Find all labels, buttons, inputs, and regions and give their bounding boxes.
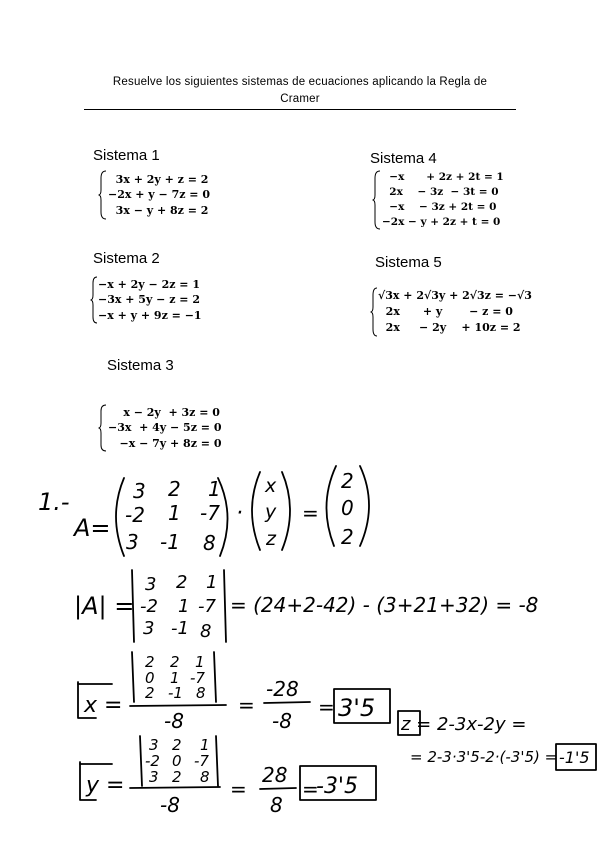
- equals-sign: =: [302, 501, 319, 525]
- det-cell: -2: [145, 752, 160, 770]
- system-1-title: Sistema 1: [93, 147, 160, 164]
- x-frac-num: -28: [266, 677, 299, 701]
- det-cell: -1: [168, 684, 183, 702]
- y-solution: [80, 736, 376, 817]
- det-cell: 0: [172, 752, 182, 770]
- det-bar-left: [132, 652, 134, 702]
- rhs-cell: 2: [341, 469, 354, 493]
- system-1-eq-1: 3x + 2y + z = 2: [108, 172, 209, 186]
- var-cell: y: [265, 501, 277, 523]
- system-5-eq-3: 2x − 2y + 10z = 2: [378, 321, 521, 334]
- y-frac-num: 28: [262, 763, 288, 787]
- left-paren-icon: [326, 466, 336, 546]
- det-cell: 3: [143, 618, 155, 639]
- z-line-1: z = 2-3x-2y =: [401, 714, 527, 735]
- right-paren-icon: [282, 472, 290, 550]
- system-2-eq-1: −x + 2y − 2z = 1: [98, 277, 201, 291]
- matrix-a-cell: 1: [168, 501, 181, 525]
- rhs-cell: 0: [341, 496, 354, 520]
- z-solution: [398, 711, 596, 770]
- det-cell: 8: [200, 768, 210, 786]
- det-cell: 2: [172, 768, 182, 786]
- y-label: y =: [86, 773, 125, 798]
- det-cell: -1: [171, 618, 189, 639]
- determinant-a: [74, 570, 538, 642]
- system-4-eq-1: −x + 2z + 2t = 1: [382, 171, 504, 183]
- det-cell: 2: [176, 572, 188, 593]
- right-paren-icon: [360, 466, 369, 546]
- rhs-cell: 2: [341, 525, 354, 549]
- system-2-eq-2: −3x + 5y − z = 2: [98, 293, 201, 307]
- det-bar-right: [214, 652, 216, 702]
- det-cell: -2: [140, 596, 158, 617]
- equals-sign: =: [230, 777, 247, 801]
- system-5-eq-2: 2x + y − z = 0: [378, 305, 513, 318]
- fraction-bar: [130, 705, 226, 706]
- multiply-dot: ·: [236, 501, 243, 526]
- det-cell: 3: [149, 736, 159, 754]
- system-5-eq-1: √3x + 2√3y + 2√3z = −√3: [378, 289, 532, 302]
- det-bar-left: [140, 736, 142, 786]
- det-cell: 8: [200, 621, 212, 642]
- matrix-a-cell: 3: [126, 530, 139, 554]
- det-cell: 1: [206, 572, 218, 593]
- x-result: 3'5: [338, 694, 376, 722]
- matrix-a-label: A=: [74, 514, 111, 542]
- equals-sign: =: [318, 695, 335, 719]
- system-5-title: Sistema 5: [375, 254, 442, 271]
- system-4-title: Sistema 4: [370, 150, 437, 167]
- det-cell: 2: [172, 736, 182, 754]
- det-bar-right: [224, 570, 226, 642]
- z-line-2: = 2-3·3'5-2·(-3'5) =: [410, 748, 558, 766]
- det-cell: 3: [145, 574, 157, 595]
- system-3-eq-3: −x − 7y + 8z = 0: [108, 436, 222, 450]
- system-3-title: Sistema 3: [107, 357, 174, 374]
- det-cell: 0: [145, 669, 155, 687]
- system-4-eq-3: −x − 3z + 2t = 0: [382, 201, 497, 213]
- det-bar-right: [216, 736, 218, 786]
- equals-sign: =: [238, 693, 255, 717]
- z-result: -1'5: [559, 748, 590, 767]
- fraction-bar: [130, 787, 220, 788]
- matrix-equation: [72, 466, 369, 556]
- left-paren-icon: [116, 478, 124, 556]
- matrix-a-cell: -2: [125, 503, 145, 527]
- equals-sign: =: [302, 777, 319, 801]
- x-frac-den: -8: [272, 709, 292, 733]
- det-a-label: |A| =: [74, 592, 135, 620]
- matrix-a-cell: -1: [160, 530, 180, 554]
- y-denominator: -8: [160, 793, 180, 817]
- matrix-a-cell: 2: [168, 477, 181, 501]
- fraction-bar: [264, 702, 310, 703]
- x-denominator: -8: [164, 709, 184, 733]
- system-2-eq-3: −x + y + 9z = −1: [98, 308, 202, 322]
- det-cell: 2: [170, 653, 180, 671]
- system-3-eq-2: −3x + 4y − 5z = 0: [108, 421, 222, 435]
- det-bar-left: [132, 570, 134, 642]
- matrix-a-cell: 1: [208, 477, 221, 501]
- left-paren-icon: [252, 472, 260, 550]
- det-a-expansion: = (24+2-42) - (3+21+32) = -8: [230, 593, 539, 617]
- det-cell: 3: [149, 768, 159, 786]
- problem-number: 1.-: [38, 488, 70, 516]
- det-cell: 2: [145, 684, 155, 702]
- det-cell: 1: [170, 669, 180, 687]
- y-result: -3'5: [316, 774, 358, 799]
- title-line-2: Cramer: [280, 93, 320, 105]
- det-cell: 2: [145, 653, 155, 671]
- det-cell: -7: [190, 669, 205, 687]
- det-cell: 8: [196, 684, 206, 702]
- det-cell: 1: [200, 736, 210, 754]
- det-cell: 1: [178, 596, 190, 617]
- matrix-a-cell: 3: [133, 479, 146, 503]
- x-solution: [78, 652, 390, 733]
- matrix-a-cell: 8: [203, 531, 216, 555]
- matrix-a-cell: -7: [200, 501, 220, 525]
- system-3-eq-1: x − 2y + 3z = 0: [108, 405, 220, 419]
- fraction-bar: [260, 788, 296, 789]
- system-1-eq-2: −2x + y − 7z = 0: [108, 188, 211, 202]
- var-cell: x: [265, 475, 277, 497]
- y-frac-den: 8: [270, 793, 283, 817]
- system-2-title: Sistema 2: [93, 250, 160, 267]
- var-cell: z: [266, 528, 276, 550]
- system-4-eq-4: −2x − y + 2z + t = 0: [382, 216, 501, 228]
- det-cell: 1: [195, 653, 205, 671]
- x-label: x =: [84, 693, 123, 718]
- det-cell: -7: [194, 752, 209, 770]
- system-1-eq-3: 3x − y + 8z = 2: [108, 203, 209, 217]
- system-4-eq-2: 2x − 3z − 3t = 0: [382, 186, 499, 198]
- title-line-1: Resuelve los siguientes sistemas de ecuaciones aplicando la Regla de: [112, 76, 488, 88]
- det-cell: -7: [198, 596, 216, 617]
